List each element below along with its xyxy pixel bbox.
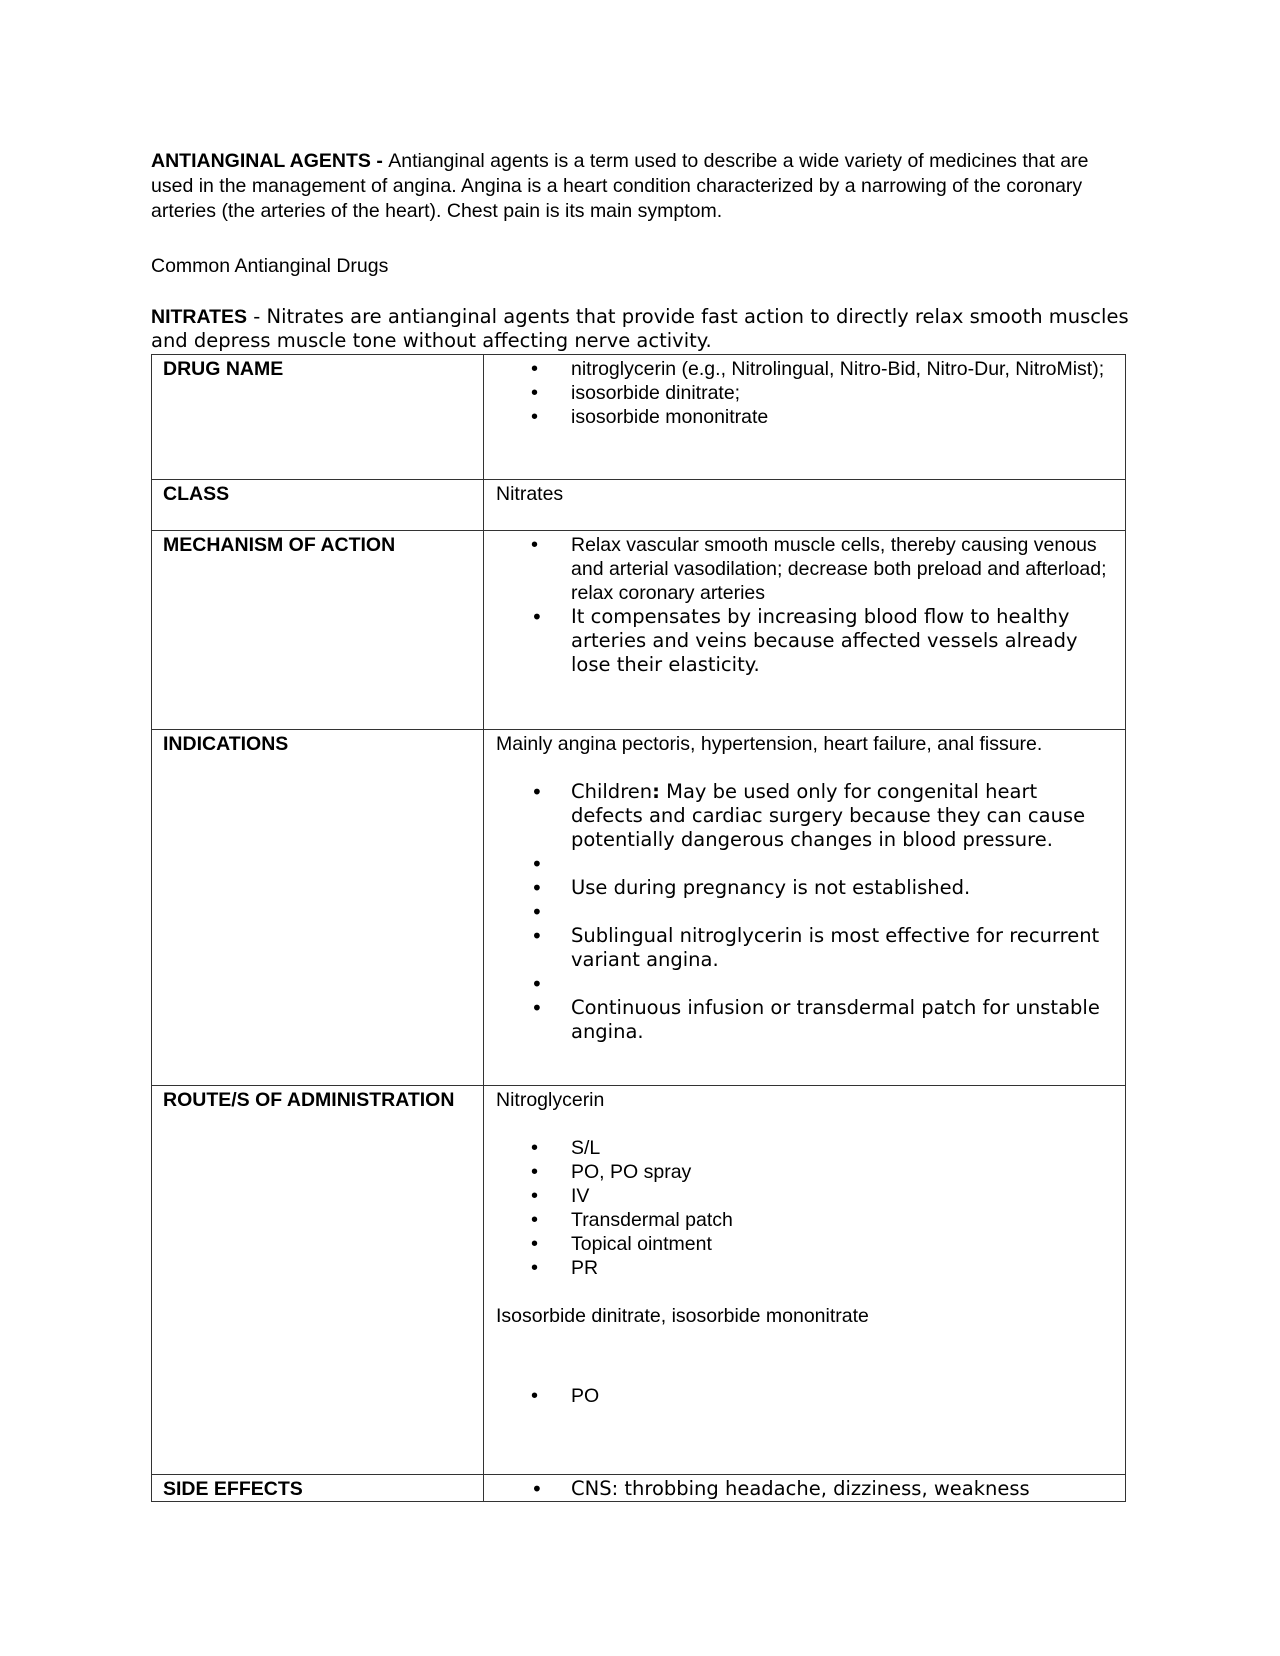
list-item: • IV (496, 1184, 1115, 1208)
list-item: • It compensates by increasing blood flow to healthy arteries and veins because affected vessels already lose their elasticity. (496, 605, 1115, 677)
subheading: Common Antianginal Drugs (151, 255, 389, 277)
routes-group2-list (496, 1384, 1115, 1408)
row-routes (152, 1086, 1126, 1475)
mechanism-label: MECHANISM OF ACTION (152, 531, 484, 730)
drug-name-label: DRUG NAME (152, 355, 484, 480)
list-item: • PR (496, 1256, 1115, 1280)
drug-name-list (496, 357, 1115, 429)
drug-table (151, 354, 1126, 1502)
list-item: • Relax vascular smooth muscle cells, thereby causing venous and arterial vasodilation; decrease both preload and afterload; relax coronary arteries (496, 533, 1115, 605)
list-item: • isosorbide mononitrate (496, 405, 1115, 429)
row-side-effects (152, 1475, 1126, 1502)
list-item (496, 780, 1115, 852)
list-item: • Topical ointment (496, 1232, 1115, 1256)
class-label: CLASS (152, 480, 484, 531)
routes-value (484, 1086, 1126, 1475)
side-effects-label: SIDE EFFECTS (152, 1475, 484, 1502)
list-item: • Sublingual nitroglycerin is most effective for recurrent variant angina. (496, 924, 1115, 972)
list-item: • PO, PO spray (496, 1160, 1115, 1184)
nitrates-paragraph (151, 305, 1141, 353)
mechanism-list (496, 533, 1115, 677)
indications-intro: Mainly angina pectoris, hypertension, heart failure, anal fissure. (496, 733, 1043, 755)
list-item: • PO (496, 1384, 1115, 1408)
class-value: Nitrates (484, 480, 1126, 531)
indications-value (484, 730, 1126, 1086)
indications-label: INDICATIONS (152, 730, 484, 1086)
list-item: • CNS: throbbing headache, dizziness, weakness (496, 1477, 1115, 1501)
children-label: Children (571, 780, 653, 803)
list-item: • Transdermal patch (496, 1208, 1115, 1232)
row-mechanism (152, 531, 1126, 730)
side-effects-list (496, 1477, 1115, 1501)
row-indications (152, 730, 1126, 1086)
nitrates-title: NITRATES (151, 306, 248, 328)
routes-group1-list (496, 1136, 1115, 1280)
routes-group2-title: Isosorbide dinitrate, isosorbide mononitrate (496, 1305, 869, 1327)
children-separator: : (652, 780, 660, 803)
drug-name-value (484, 355, 1126, 480)
intro-text: Antianginal agents is a term used to describe a wide variety of medicines that are used in the management of angina. Angina is a heart condition characterized by a narrowing of the coronary arteries (the arteries of the heart). Chest pain is its main symptom. (151, 150, 1089, 222)
row-drug-name (152, 355, 1126, 480)
list-item: • isosorbide dinitrate; (496, 381, 1115, 405)
nitrates-text: - Nitrates are antianginal agents that provide fast action to directly relax smooth muscles and depress muscle tone without affecting nerve activity. (151, 305, 1129, 352)
routes-label: ROUTE/S OF ADMINISTRATION (152, 1086, 484, 1475)
list-item: • Use during pregnancy is not established. (496, 876, 1115, 900)
indications-list (496, 780, 1115, 1044)
row-class (152, 480, 1126, 531)
list-item: • S/L (496, 1136, 1115, 1160)
mechanism-value (484, 531, 1126, 730)
children-text: May be used only for congenital heart defects and cardiac surgery because they can cause potentially dangerous changes in blood pressure. (571, 780, 1086, 851)
intro-title: ANTIANGINAL AGENTS - (151, 150, 389, 172)
side-effects-value (484, 1475, 1126, 1502)
list-item: • nitroglycerin (e.g., Nitrolingual, Nitro-Bid, Nitro-Dur, NitroMist); (496, 357, 1115, 381)
routes-group1-title: Nitroglycerin (496, 1089, 605, 1111)
intro-paragraph (151, 149, 1131, 224)
list-item: • Continuous infusion or transdermal patch for unstable angina. (496, 996, 1115, 1044)
